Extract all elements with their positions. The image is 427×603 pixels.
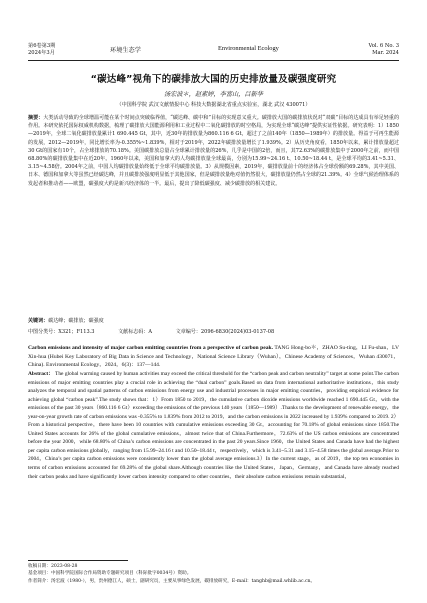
classification-line: [28, 328, 399, 335]
keywords-text-cn: 碳达峰；碳排放；碳强度: [48, 318, 104, 324]
keywords-label-cn: 关键词：: [28, 318, 49, 324]
abstract-text-cn: 大类活动导致的全球增温可能在某个时间点突破临界值，“碳达峰、碳中和”目标的实现意义重大。碳排放大国的碳排放状况对“双碳”目标的达成具有举足轻重的作用。本研究依托国际权威机构数据，梳理了碳排放大国能源利用和工业过程中二氧化碳排放的时空格局，为实现全球“碳达峰”提供实证性依据。研究表明：1）1850—2019年，全球二氧化碳排放量累计1 690.445 Gt，其中，近30年的排放量为860.116 6 Gt，超过了之前140年（1850—1989年）的排放量。得益于可再生能源的发展，2012—2019年，同比增长率为-0.355%~1.839%，相对于2019年，2022年碳排放量增长了1.939%。2）从历史角度看，1850年以来，累计排放量超过30 Gt的国家有10个，占全球排放的70.18%。美国碳排放总量占全球累计排放量的26%，几乎是中国的2倍，而且，其72.63%的碳排放集中于2000年之前，而中国68.80%的碳排放量集中在近20年。1960年以来，美国和加拿大的人均碳排放量全球最高，分别为15.99~24.16 t、10.50~18.44 t，是全球平均的3.41~5.31、3.15~4.58倍。2004年之前，中国人均碳排放量始终低于全球平均碳排放量。3）从规模因素，2019年，碳排放量前十的经济体占全球份额的69.28%，其中美国、日本、德国和加拿大等虽然已经碳达峰，并且碳排放强度明显低于其他国家，但是碳排放量绝对值仍然很大，碳排放量仍然占全球的21.39%。4）全球气候治理体系的发起者和推动者——欧盟，碳强度大约是新兴经济体的一半。最后，提出了降低碳强度、减少碳排放的相关建议。: [28, 115, 400, 187]
journal-name-en: Environmental Ecology: [218, 45, 279, 52]
author-bio: 作者简介：汤宏波（1980-），男，贵州德江人，硕士，副研究员，主要从事绿色发展，碳排放研究，E-mail：tanghb@mail.whlib.ac.cn。: [28, 578, 316, 584]
header-right: [369, 43, 399, 57]
abstract-text-en: The global warming caused by human activities may exceed the critical threshold for the “carbon peak and carbon neutrality” target at some point.The carbon emissions of major emitting countries play a crucial role in achieving the “dual carbon” goals.Based on data from international authoritative institutions，this study analyzes the temporal and spatial patterns of carbon emissions from energy use and industrial processes in major emitting countries，providing empirical evidence for achieving global “carbon peak”.The study shows that：1）From 1850 to 2019，the cumulative carbon dioxide emissions worldwide reached 1 690.445 Gt，with the emissions of the past 30 years（860.116 6 Gt）exceeding the emissions of the previous 140 years（1850—1989）.Thanks to the development of renewable energy，the year-on-year growth rate of carbon emissions was -0.355% to 1.839% from 2012 to 2019，and the carbon emissions in 2022 increased by 1.939% compared to 2019. 2）From a historical perspective，there have been 10 countries with cumulative emissions exceeding 30 Gt，accounting for 70.18% of global emissions since 1850.The United States accounts for 26% of the global cumulative emissions，almost twice that of China.Furthermore，72.63% of the US carbon emissions are concentrated before the year 2000，while 68.80% of China’s carbon emissions are concentrated in the past 20 years.Since 1960，the United States and Canada have had the highest per capita carbon emissions globally，ranging from 15.99~24.16 t and 10.50~18.44 t，respectively，which is 3.41~5.31 and 3.15~4.58 times the global average.Prior to 2004，China’s per capita carbon emissions were consistently lower than the global average emissions.3）In the current stage，as of 2019，the top ten economies in terms of carbon emissions accounted for 69.28% of the global share.Although countries like the United States，Japan，Germany，and Canada have already reached their carbon peaks and have significantly lower carbon intensity compared to other countries，their absolute carbon emissions remain substantial，: [28, 371, 399, 480]
header-rule: [28, 60, 399, 61]
article-number: 文章编号：2096-6830(2024)03-0137-08: [175, 329, 275, 335]
date-en: Mar. 2024: [372, 50, 399, 57]
abstract-en: [28, 370, 399, 481]
footnotes: [28, 563, 399, 585]
abstract-label-cn: 摘要：: [28, 115, 44, 121]
authors-en: TANG Hong-bo＊，ZHAO Su-ting，LI Fu-shan，LV Xin-hua (Hubei Key Laboratory of Big Data in Science and Technology，National Science Library（Wuhan），Chinese Academy of Sciences，Wuhan 430071，China). Environmental Ecology，2024，6(3)：137—144.: [28, 345, 399, 369]
affiliation-cn: （中国科学院 武汉文献情报中心 科技大数据湖北省重点实验室，湖北 武汉 430071）: [116, 102, 311, 108]
authors-cn: 汤宏波＊，赵素婷，李富山，吕新华: [164, 91, 263, 98]
journal-name-cn: 环境生态学: [110, 47, 141, 54]
date-cn: 2024年3月: [28, 50, 55, 57]
received-date: 收稿日期：2023-08-28: [28, 564, 78, 569]
document-code: 文献标志码：A: [118, 329, 153, 335]
keywords-cn: [28, 317, 399, 324]
abstract-label-en: Abstract：: [28, 371, 54, 377]
article-title-cn: “碳达峰”视角下的碳排放大国的历史排放量及碳强度研究: [90, 74, 337, 85]
title-block-en: [28, 344, 399, 370]
volume-cn: 第6卷第3期: [28, 43, 56, 49]
volume-en: Vol. 6 No. 3: [368, 43, 399, 49]
funding-note: 基金项目：中国科学院国际合作局资助专题研究项目（科际批字0034号）资助。: [28, 571, 192, 577]
footnote-rule: [28, 560, 128, 561]
header-left: [28, 43, 55, 57]
abstract-cn: [28, 114, 399, 188]
clc-number: 中图分类号：X321；F113.3: [28, 329, 95, 335]
running-header: [28, 43, 399, 63]
article-title-en: Carbon emissions and intensity of major carbon emitting countries from a perspective of carbon peak.: [28, 345, 273, 351]
